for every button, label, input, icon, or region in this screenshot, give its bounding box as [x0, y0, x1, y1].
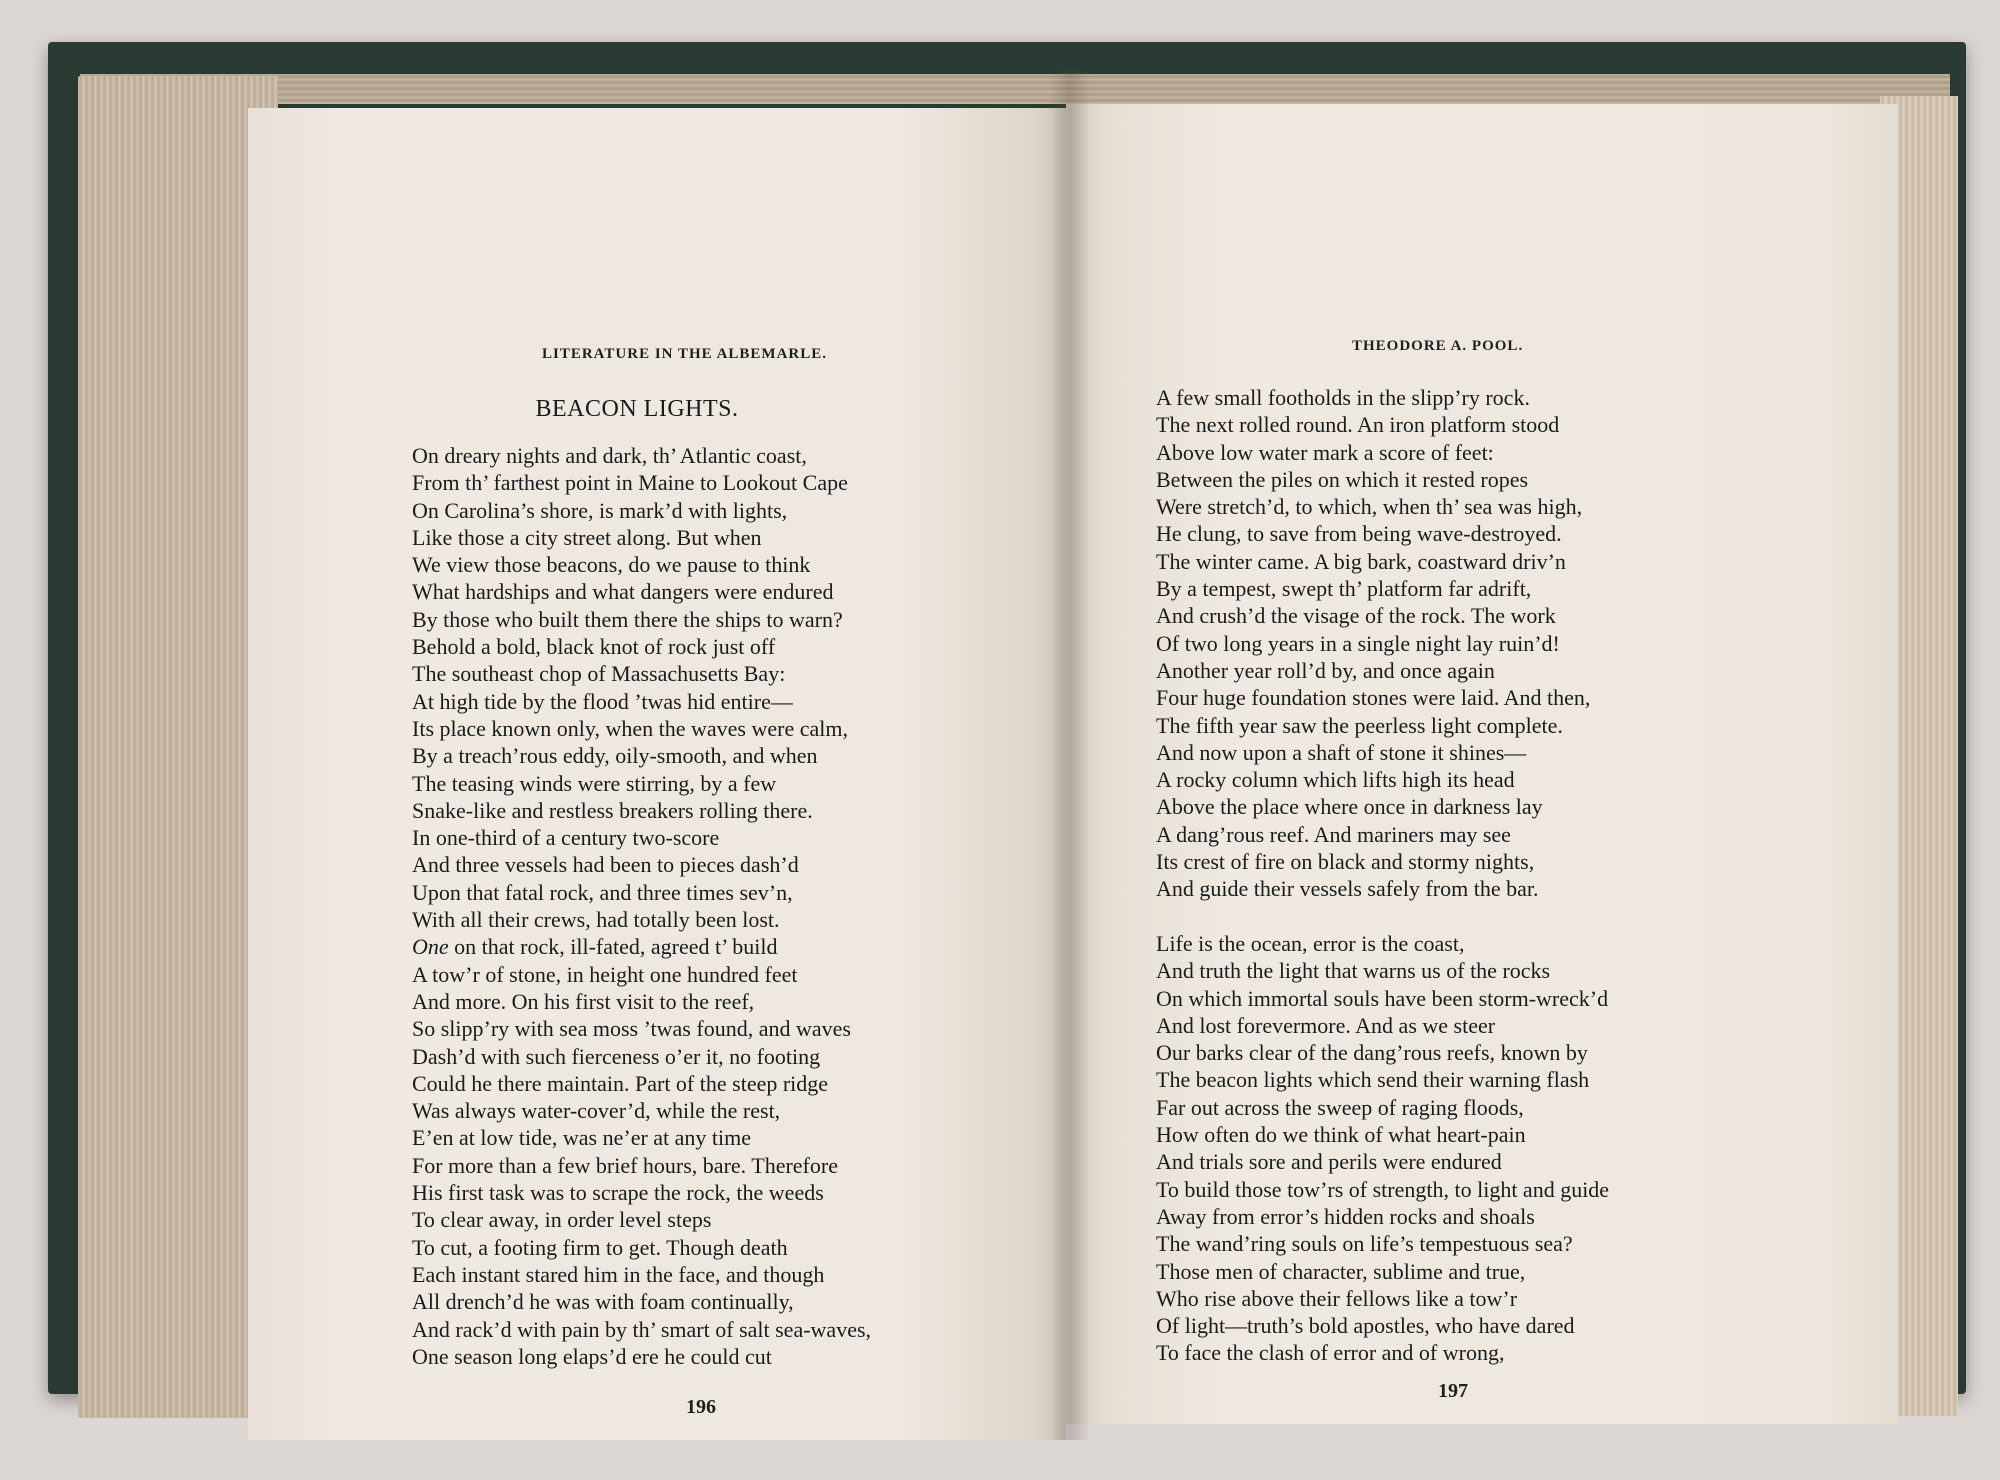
text-line: We view those beacons, do we pause to think	[412, 552, 811, 578]
text-line: In one-third of a century two-score	[412, 825, 720, 851]
text-line: And trials sore and perils were endured	[1156, 1149, 1502, 1175]
text-line: By a tempest, swept th’ platform far adrift,	[1156, 576, 1532, 602]
text-line: Its place known only, when the waves were calm,	[412, 715, 848, 741]
text-line: E’en at low tide, was ne’er at any time	[412, 1125, 752, 1151]
text-line: Far out across the sweep of raging floods,	[1156, 1094, 1524, 1120]
text-line: The southeast chop of Massachusetts Bay:	[412, 661, 786, 687]
page-number-right: 197	[1438, 1380, 1468, 1402]
text-line: How often do we think of what heart-pain	[1156, 1122, 1526, 1148]
text-line: A rocky column which lifts high its head	[1156, 767, 1515, 793]
left-page	[248, 108, 1066, 1440]
text-line: Could he there maintain. Part of the steep ridge	[412, 1070, 829, 1096]
text-line: The beacon lights which send their warning flash	[1156, 1067, 1590, 1093]
text-line: Those men of character, sublime and true,	[1156, 1258, 1526, 1284]
text-line: A tow’r of stone, in height one hundred feet	[412, 961, 798, 987]
text-line: To cut, a footing firm to get. Though death	[412, 1234, 788, 1260]
running-head-right: THEODORE A. POOL.	[1352, 338, 1524, 354]
text-line: A few small footholds in the slipp’ry rock.	[1156, 385, 1530, 410]
text-line: The wand’ring souls on life’s tempestuous sea?	[1156, 1231, 1573, 1257]
text-line: Behold a bold, black knot of rock just off	[412, 634, 776, 660]
page-number-left: 196	[686, 1396, 716, 1418]
right-page-text	[1156, 384, 1609, 1367]
text-line: With all their crews, had totally been lost.	[412, 907, 780, 933]
text-line: He clung, to save from being wave-destroyed.	[1156, 521, 1562, 547]
text-line: And lost forevermore. And as we steer	[1156, 1012, 1496, 1038]
text-line: And guide their vessels safely from the bar.	[1156, 876, 1539, 902]
text-line: At high tide by the flood ’twas hid entire—	[412, 688, 793, 714]
text-line: One season long elaps’d ere he could cut	[412, 1343, 772, 1369]
text-line: And rack’d with pain by th’ smart of salt sea-waves,	[412, 1316, 872, 1342]
text-line: On Carolina’s shore, is mark’d with lights,	[412, 497, 788, 523]
text-line: Above low water mark a score of feet:	[1156, 439, 1494, 465]
text-line: On dreary nights and dark, th’ Atlantic coast,	[412, 443, 807, 468]
book-gutter	[1050, 70, 1090, 1440]
text-line: For more than a few brief hours, bare. Therefore	[412, 1152, 838, 1178]
text-line: And three vessels had been to pieces dash’d	[412, 852, 799, 878]
text-line: Of two long years in a single night lay ruin’d!	[1156, 630, 1560, 656]
text-line: By those who built them there the ships to warn?	[412, 606, 843, 632]
text-line: Was always water-cover’d, while the rest,	[412, 1098, 781, 1124]
text-line: What hardships and what dangers were endured	[412, 579, 834, 605]
text-line: The fifth year saw the peerless light complete.	[1156, 712, 1563, 738]
text-line: Life is the ocean, error is the coast,	[1156, 930, 1465, 956]
text-line: And crush’d the visage of the rock. The work	[1156, 603, 1556, 629]
text-line: Another year roll’d by, and once again	[1156, 657, 1495, 683]
text-line	[1156, 903, 1609, 930]
text-line: By a treach’rous eddy, oily-smooth, and when	[412, 743, 818, 769]
text-line: And now upon a shaft of stone it shines—	[1156, 739, 1527, 765]
text-line: To build those tow’rs of strength, to light and guide	[1156, 1176, 1610, 1202]
text-line: Snake-like and restless breakers rolling there.	[412, 797, 813, 823]
left-page-text	[412, 442, 871, 1370]
text-line: Above the place where once in darkness lay	[1156, 794, 1543, 820]
text-line: One on that rock, ill-fated, agreed t’ build	[412, 934, 778, 960]
text-line: Four huge foundation stones were laid. And then,	[1156, 685, 1591, 711]
text-line: On which immortal souls have been storm-wreck’d	[1156, 985, 1609, 1011]
text-line: To clear away, in order level steps	[412, 1207, 712, 1233]
text-line: Who rise above their fellows like a tow’r	[1156, 1285, 1518, 1311]
text-line: Each instant stared him in the face, and though	[412, 1261, 825, 1287]
text-line: The teasing winds were stirring, by a few	[412, 770, 777, 796]
text-line: Upon that fatal rock, and three times sev’n,	[412, 879, 793, 905]
text-line: Between the piles on which it rested ropes	[1156, 466, 1529, 492]
text-line: Were stretch’d, to which, when th’ sea was high,	[1156, 494, 1583, 520]
text-line: His first task was to scrape the rock, the weeds	[412, 1180, 824, 1206]
text-line: Our barks clear of the dang’rous reefs, known by	[1156, 1040, 1588, 1066]
text-line: The winter came. A big bark, coastward driv’n	[1156, 548, 1566, 574]
page-edges-top	[80, 74, 1950, 104]
text-line: The next rolled round. An iron platform stood	[1156, 412, 1560, 438]
text-line: A dang’rous reef. And mariners may see	[1156, 821, 1511, 847]
text-line: All drench’d he was with foam continually,	[412, 1289, 794, 1315]
text-line: And truth the light that warns us of the rocks	[1156, 958, 1551, 984]
text-line: Its crest of fire on black and stormy nights,	[1156, 849, 1535, 875]
text-line: To face the clash of error and of wrong,	[1156, 1340, 1505, 1366]
text-line: Away from error’s hidden rocks and shoals	[1156, 1203, 1535, 1229]
text-line: Of light—truth’s bold apostles, who have dared	[1156, 1313, 1575, 1339]
text-line: From th’ farthest point in Maine to Lookout Cape	[412, 470, 848, 496]
poem-title: BEACON LIGHTS.	[535, 396, 739, 422]
text-line: Dash’d with such fierceness o’er it, no footing	[412, 1043, 821, 1069]
right-page	[1066, 104, 1898, 1424]
text-line: And more. On his first visit to the reef,	[412, 988, 755, 1014]
text-line: So slipp’ry with sea moss ’twas found, and waves	[412, 1016, 851, 1042]
text-line: Like those a city street along. But when	[412, 524, 762, 550]
running-head-left: LITERATURE IN THE ALBEMARLE.	[542, 346, 828, 362]
